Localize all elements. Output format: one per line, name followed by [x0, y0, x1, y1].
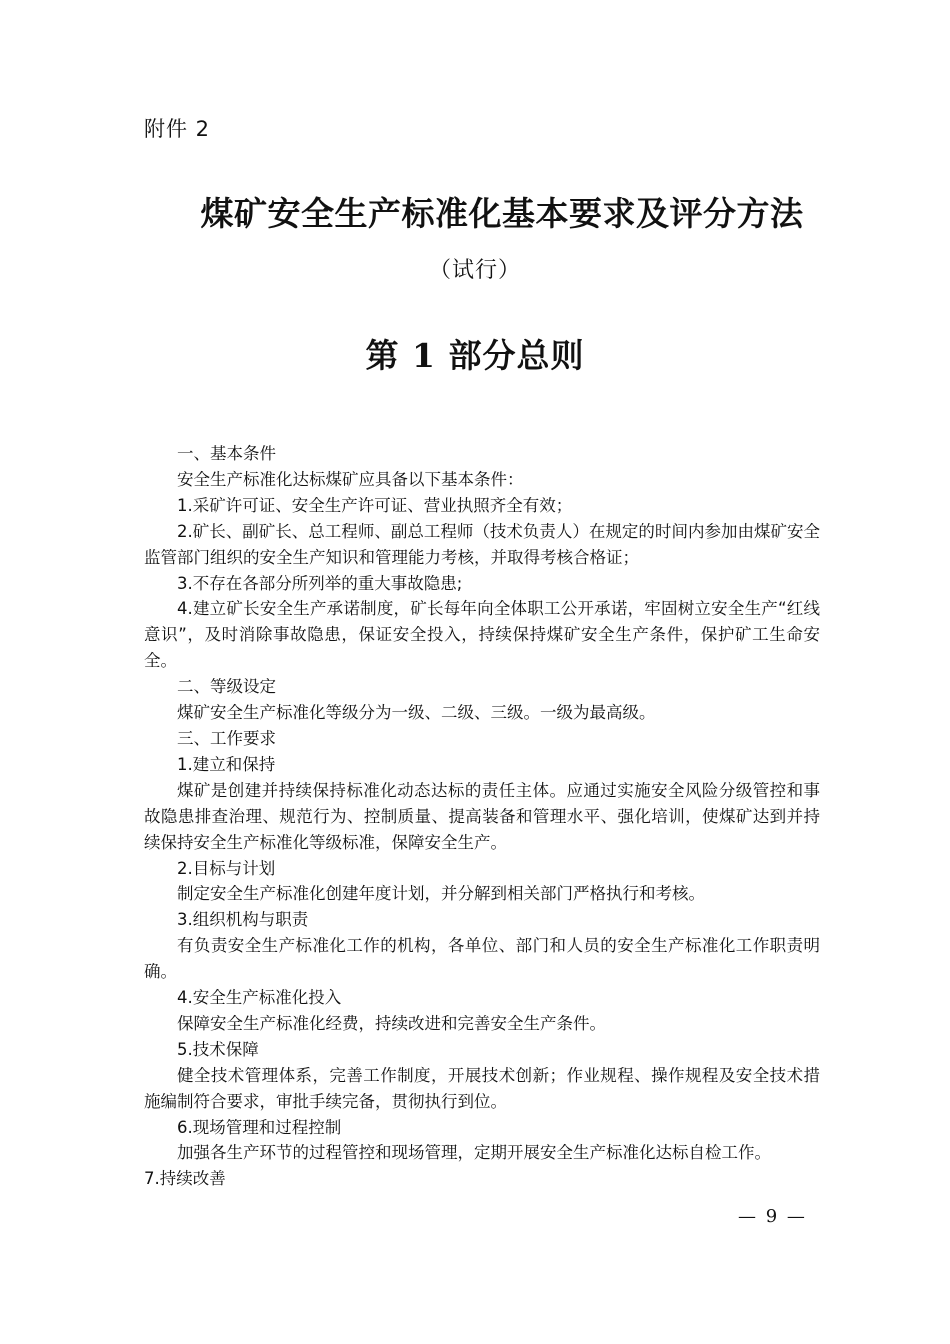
paragraph: 煤矿安全生产标准化等级分为一级、二级、三级。一级为最高级。 [177, 703, 656, 723]
list-item: 4.建立矿长安全生产承诺制度，矿长每年向全体职工公开承诺，牢固树立安全生产“红线意识”，及时消除事故隐患，保证安全投入，持续保持煤矿安全生产条件，保护矿工生命安全。 [144, 599, 820, 671]
paragraph: 保障安全生产标准化经费，持续改进和完善安全生产条件。 [177, 1013, 606, 1033]
subheading: 7.持续改善 [144, 1169, 226, 1189]
subheading: 3.组织机构与职责 [177, 910, 309, 930]
page-number: — 9 — [738, 1206, 807, 1227]
paragraph: 制定安全生产标准化创建年度计划，并分解到相关部门严格执行和考核。 [177, 884, 705, 904]
attachment-label: 附件 2 [144, 117, 211, 141]
paragraph: 安全生产标准化达标煤矿应具备以下基本条件： [177, 469, 524, 489]
subheading: 4.安全生产标准化投入 [177, 988, 342, 1008]
section-heading-grade-setting: 二、等级设定 [177, 677, 276, 697]
paragraph: 加强各生产环节的过程管控和现场管理，定期开展安全生产标准化达标自检工作。 [177, 1143, 771, 1163]
list-item: 2.矿长、副矿长、总工程师、副总工程师（技术负责人）在规定的时间内参加由煤矿安全监管部门组织的安全生产知识和管理能力考核，并取得考核合格证； [144, 521, 820, 567]
list-item: 3.不存在各部分所列举的重大事故隐患; [177, 573, 463, 593]
part-heading: 第 1 部分总则 [365, 336, 585, 375]
list-item: 1.采矿许可证、安全生产许可证、营业执照齐全有效； [177, 495, 573, 515]
paragraph: 健全技术管理体系，完善工作制度，开展技术创新；作业规程、操作规程及安全技术措施编制符合要求，审批手续完备，贯彻执行到位。 [144, 1065, 820, 1111]
paragraph: 有负责安全生产标准化工作的机构，各单位、部门和人员的安全生产标准化工作职责明确。 [144, 936, 820, 982]
subheading: 6.现场管理和过程控制 [177, 1117, 342, 1137]
body-text [144, 441, 820, 1192]
subheading: 1.建立和保持 [177, 754, 276, 774]
subheading: 2.目标与计划 [177, 858, 276, 878]
paragraph: 煤矿是创建并持续保持标准化动态达标的责任主体。应通过实施安全风险分级管控和事故隐患排查治理、规范行为、控制质量、提高装备和管理水平、强化培训，使煤矿达到并持续保持安全生产标准化等级标准，保障安全生产。 [144, 780, 820, 852]
document-subtitle: （试行） [428, 258, 521, 283]
document-title: 煤矿安全生产标准化基本要求及评分方法 [200, 194, 804, 233]
section-heading-basic-conditions: 一、基本条件 [177, 444, 276, 463]
subheading: 5.技术保障 [177, 1039, 259, 1059]
section-heading-work-requirements: 三、工作要求 [177, 728, 276, 748]
